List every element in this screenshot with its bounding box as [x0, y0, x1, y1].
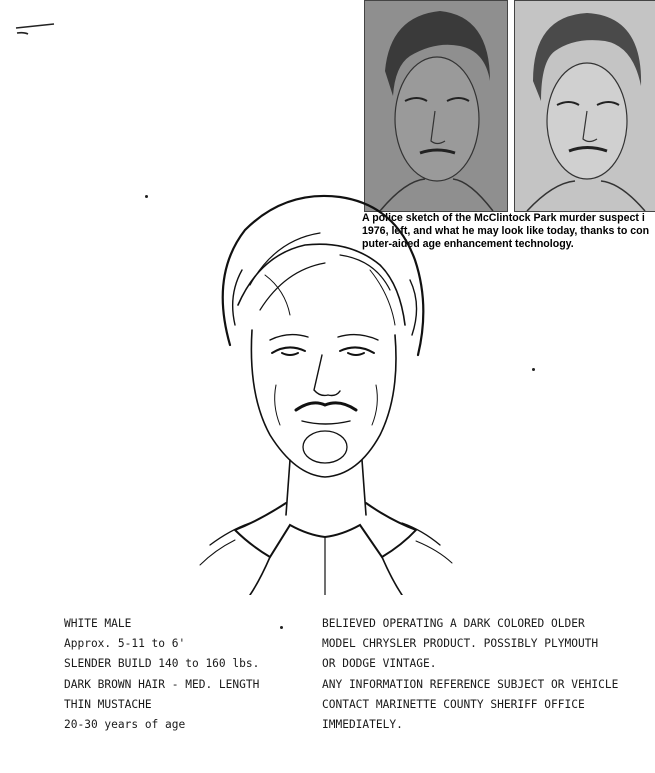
description-line: THIN MUSTACHE [64, 697, 152, 711]
description-line: DARK BROWN HAIR - MED. LENGTH [64, 677, 260, 691]
pen-mark [14, 10, 74, 40]
description-line: 20-30 years of age [64, 718, 186, 732]
info-line: IMMEDIATELY. [322, 718, 403, 732]
info-line: CONTACT MARINETTE COUNTY SHERIFF OFFICE [322, 697, 585, 711]
vehicle-and-contact-info [322, 614, 618, 735]
caption-line: A police sketch of the McClintock Park murder suspect i [362, 212, 645, 224]
speck [145, 195, 148, 198]
description-line: WHITE MALE [64, 617, 132, 630]
info-line: MODEL CHRYSLER PRODUCT. POSSIBLY PLYMOUTH [322, 637, 599, 651]
info-line: ANY INFORMATION REFERENCE SUBJECT OR VEHICLE [322, 677, 619, 691]
suspect-description [64, 614, 259, 735]
suspect-sketch [190, 185, 460, 595]
caption-line: 1976, left, and what he may look like today, thanks to con [362, 225, 650, 237]
caption-line: puter-aided age enhancement technology. [362, 238, 574, 250]
age-enhanced-photo [514, 0, 655, 212]
police-sketch-photo [364, 0, 508, 212]
description-line: SLENDER BUILD 140 to 160 lbs. [64, 657, 260, 671]
info-line: BELIEVED OPERATING A DARK COLORED OLDER [322, 617, 585, 630]
speck [280, 626, 283, 629]
info-line: OR DODGE VINTAGE. [322, 657, 437, 671]
speck [532, 368, 535, 371]
description-line: Approx. 5-11 to 6' [64, 637, 186, 651]
